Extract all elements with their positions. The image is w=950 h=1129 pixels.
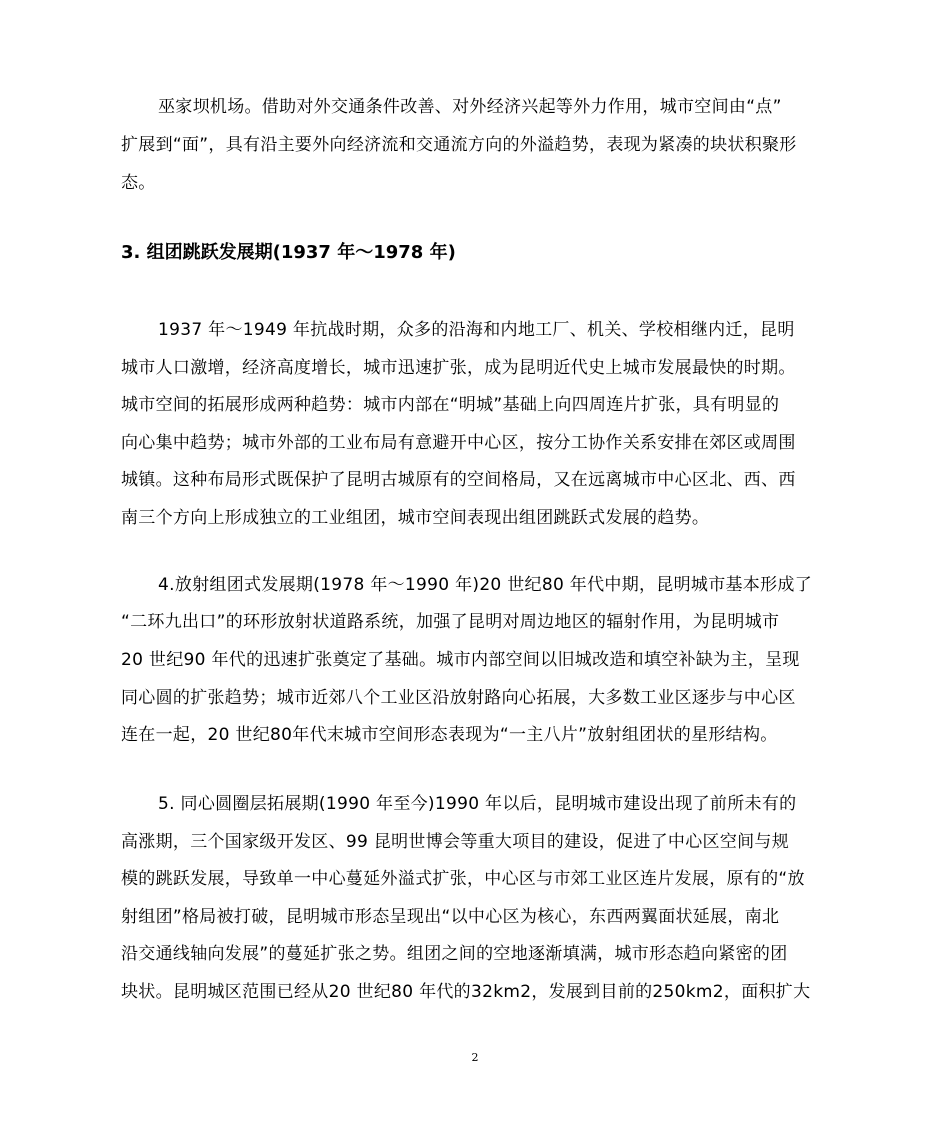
paragraph-3-line-2: “二环九出口”的环形放射状道路系统，加强了昆明对周边地区的辐射作用，为昆明城市 [121,612,780,632]
paragraph-4-line-6: 块状。昆明城区范围已经从20 世纪80 年代的32km2，发展到目前的250km2，面积扩大 [121,982,811,1002]
page-number: 2 [471,1051,479,1064]
paragraph-1-line-2: 扩展到“面”，具有沿主要外向经济流和交通流方向的外溢趋势，表现为紧凑的块状积聚形 [121,135,797,155]
paragraph-1-line-1: 巫家坝机场。借助对外交通条件改善、对外经济兴起等外力作用，城市空间由“点” [158,97,782,117]
paragraph-3-line-1: 4.放射组团式发展期(1978 年～1990 年)20 世纪80 年代中期，昆明城市基本形成了 [158,575,812,595]
paragraph-3-line-4: 同心圆的扩张趋势；城市近郊八个工业区沿放射路向心拓展，大多数工业区逐步与中心区 [121,688,796,708]
paragraph-2-line-4: 向心集中趋势；城市外部的工业布局有意避开中心区，按分工协作关系安排在郊区或周围 [121,433,796,453]
paragraph-4-line-1: 5. 同心圆圈层拓展期(1990 年至今)1990 年以后，昆明城市建设出现了前所未有的 [158,794,797,814]
paragraph-2-line-5: 城镇。这种布局形式既保护了昆明古城原有的空间格局，又在远离城市中心区北、西、西 [121,470,796,490]
paragraph-3-line-5: 连在一起，20 世纪80年代末城市空间形态表现为“一主八片”放射组团状的星形结构。 [121,725,778,745]
paragraph-2-line-3: 城市空间的拓展形成两种趋势：城市内部在“明城”基础上向四周连片扩张，具有明显的 [121,395,780,415]
paragraph-2-line-1: 1937 年～1949 年抗战时期，众多的沿海和内地工厂、机关、学校相继内迁，昆明 [158,320,795,340]
paragraph-4-line-3: 模的跳跃发展，导致单一中心蔓延外溢式扩张，中心区与市郊工业区连片发展，原有的“放 [121,869,805,889]
paragraph-3-line-3: 20 世纪90 年代的迅速扩张奠定了基础。城市内部空间以旧城改造和填空补缺为主，呈现 [121,650,800,670]
paragraph-1-line-3: 态。 [121,173,156,193]
section-heading: 3. 组团跳跃发展期(1937 年～1978 年) [121,242,456,263]
paragraph-4-line-2: 高涨期，三个国家级开发区、99 昆明世博会等重大项目的建设，促进了中心区空间与规 [121,832,790,852]
paragraph-4-line-5: 沿交通线轴向发展”的蔓延扩张之势。组团之间的空地逐渐填满，城市形态趋向紧密的团 [121,944,788,964]
paragraph-2-line-2: 城市人口激增，经济高度增长，城市迅速扩张，成为昆明近代史上城市发展最快的时期。 [121,358,796,378]
paragraph-4-line-4: 射组团”格局被打破，昆明城市形态呈现出“以中心区为核心，东西两翼面状延展，南北 [121,907,780,927]
paragraph-2-line-6: 南三个方向上形成独立的工业组团，城市空间表现出组团跳跃式发展的趋势。 [121,508,710,528]
